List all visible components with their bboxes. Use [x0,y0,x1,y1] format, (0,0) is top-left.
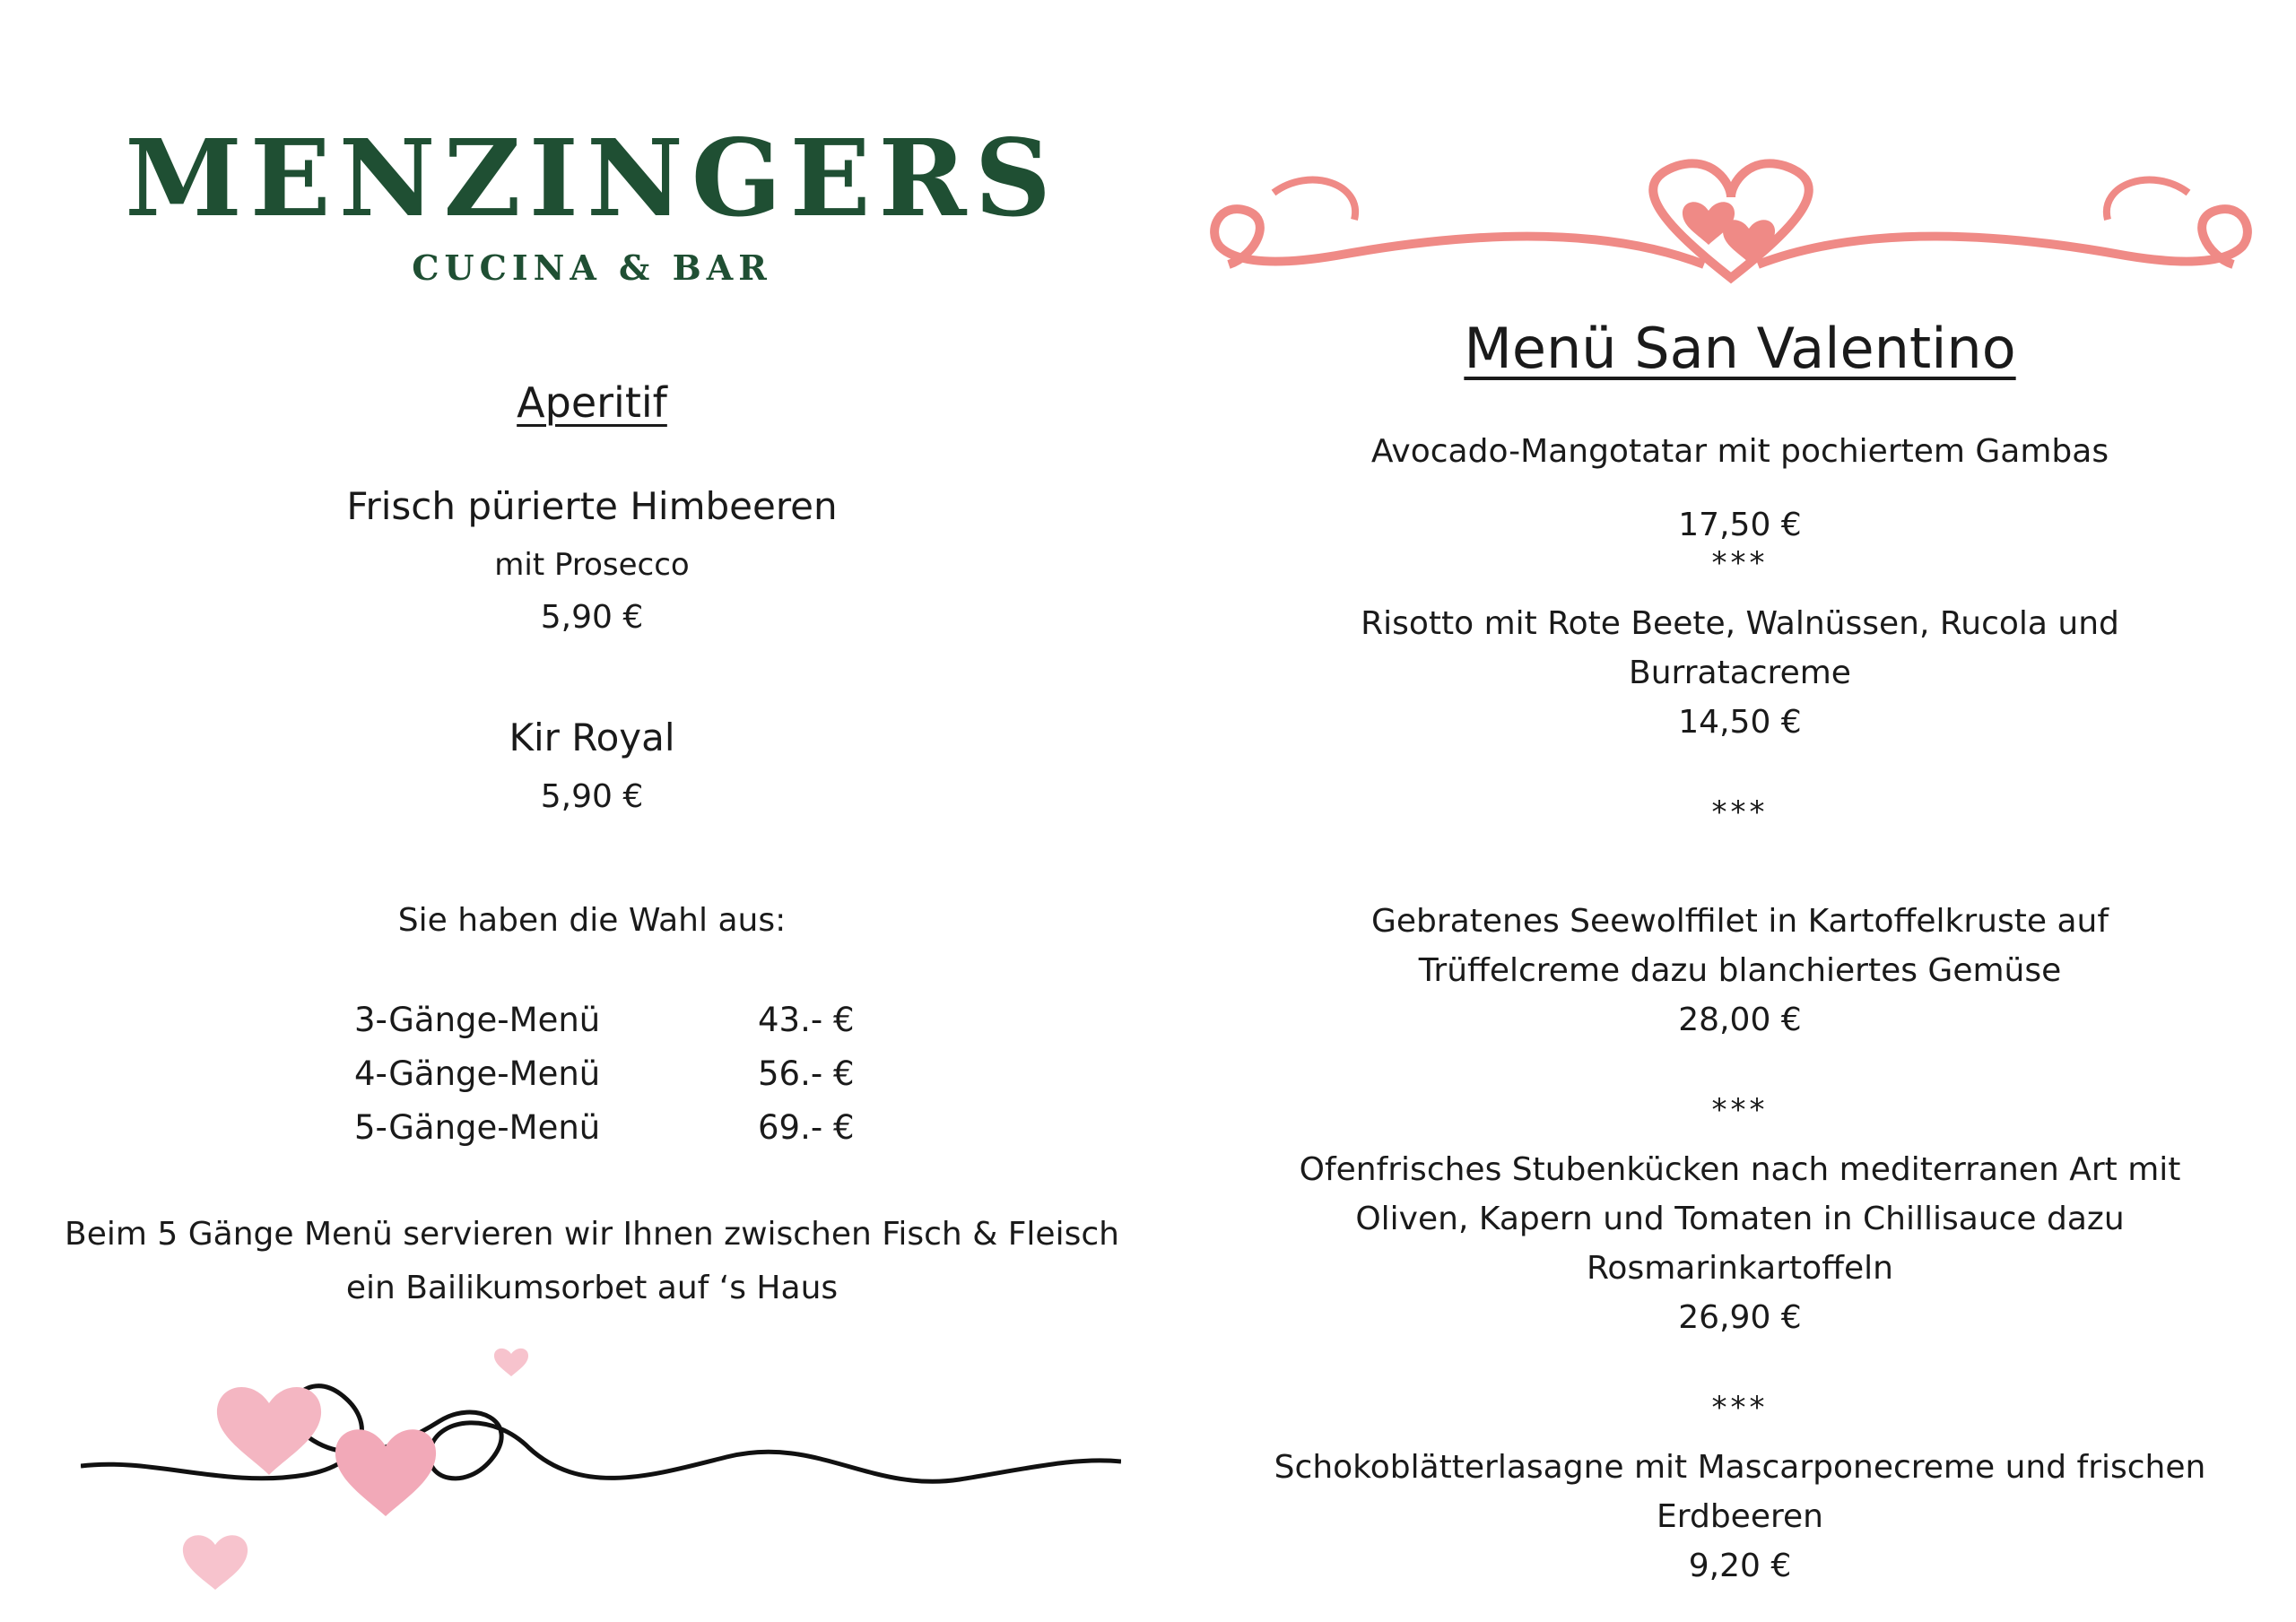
aperitif-item-name: Kir Royal [509,716,675,759]
separator: *** [1711,545,1769,581]
choice-intro: Sie haben die Wahl aus: [397,902,787,939]
separator: *** [1711,1390,1769,1426]
course-line: Burratacreme [1629,655,1851,691]
course-line: Erdbeeren [1657,1498,1823,1535]
aperitif-item-name: Frisch pürierte Himbeeren [346,484,838,528]
choice-note-line: Beim 5 Gänge Menü servieren wir Ihnen zwischen Fisch & Fleisch [65,1216,1119,1253]
price-row-label: 5-Gänge-Menü [354,1108,601,1147]
course-line: Oliven, Kapern und Tomaten in Chillisauce dazu [1355,1201,2125,1237]
course-line: Trüffelcreme dazu blanchiertes Gemüse [1418,952,2062,989]
price-row-value: 43.- € [758,1001,855,1039]
price-row-label: 3-Gänge-Menü [354,1001,601,1039]
course-line: Ofenfrisches Stubenkücken nach mediterranen Art mit [1299,1151,2181,1188]
price-row-label: 4-Gänge-Menü [354,1054,601,1093]
aperitif-item-price: 5,90 € [540,599,644,636]
course-price: 28,00 € [1678,1002,1802,1038]
price-row [354,1047,857,1101]
course-line: Avocado-Mangotatar mit pochiertem Gambas [1370,433,2109,470]
course-line: Risotto mit Rote Beete, Walnüssen, Rucola und [1361,605,2119,642]
paper-hearts-icon [81,1314,1121,1600]
price-row [354,993,857,1047]
course-line: Schokoblätterlasagne mit Mascarponecreme und frischen [1274,1449,2206,1486]
price-row-value: 56.- € [758,1054,855,1093]
separator: *** [1711,794,1769,830]
course-price: 26,90 € [1678,1299,1802,1336]
aperitif-item-desc: mit Prosecco [494,547,690,583]
separator: *** [1711,1092,1769,1128]
course-price: 17,50 € [1678,507,1802,543]
brand-tagline: CUCINA & BAR [412,247,772,288]
aperitif-heading: Aperitif [517,378,667,427]
course-line: Rosmarinkartoffeln [1587,1250,1893,1287]
course-line: Gebratenes Seewolffilet in Kartoffelkruste auf [1371,903,2109,940]
right-column [1184,0,2296,1622]
course-price: 14,50 € [1678,704,1802,741]
price-row-value: 69.- € [758,1108,855,1147]
brand-name: MENZINGERS [125,116,1059,240]
menu-title: Menü San Valentino [1464,316,2016,381]
brand-logo [0,116,1184,288]
course-price: 9,20 € [1688,1548,1792,1584]
choice-note-line: ein Bailikumsorbet auf ‘s Haus [345,1270,839,1306]
menu-price-table [354,993,857,1155]
aperitif-item-price: 5,90 € [540,778,644,815]
price-row [354,1101,857,1155]
